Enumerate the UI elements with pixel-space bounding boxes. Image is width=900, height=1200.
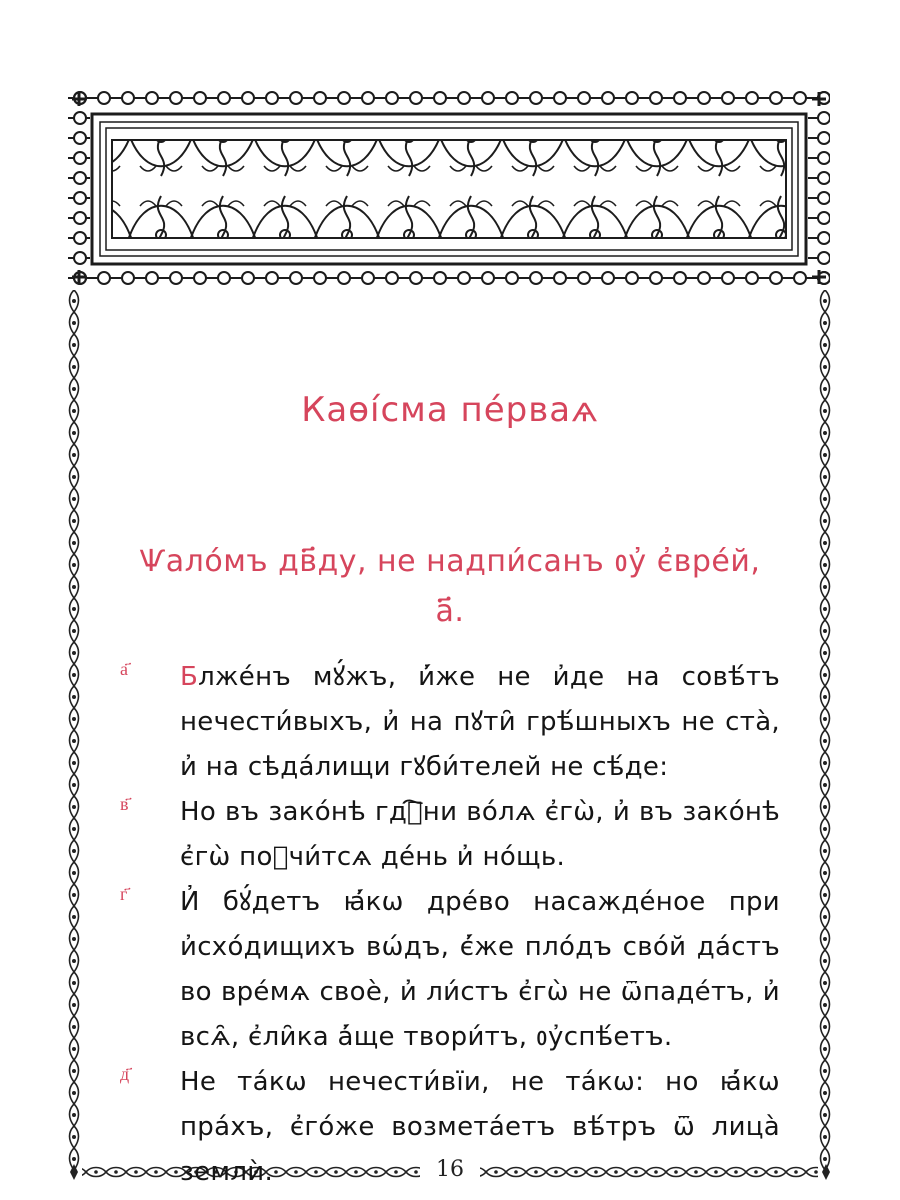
red-initial: Б — [180, 662, 199, 692]
verse-text: И҆ бꙋ́детъ ꙗ҆́кѡ дре́во насажде́ное при и҆схо́дищихъ вѡ́дъ, є҆́же пло́дъ сво́й да́стъ во вре́мѧ своѐ, и҆ ли́стъ є҆гѡ̀ не ѿпаде́тъ, и҆ всѧ̑, є҆ли̑ка а҆́ще твори́тъ, ᲂу҆спѣ́етъ. — [180, 887, 780, 1052]
psalm-heading-line-2: а҃. — [435, 594, 465, 629]
verse-text: лже́нъ мꙋ́жъ, и҆́же не и҆де на совѣ́тъ нечести́выхъ, и҆ на пꙋти̑ грѣ́шныхъ не ста̀, и҆ на сѣда́лищи гꙋби́телей не сѣ́де: — [180, 662, 780, 782]
verse-number: г҃ — [120, 884, 128, 905]
psalm-heading — [100, 537, 800, 637]
right-vine-border — [817, 290, 833, 1170]
psalm-verses — [120, 655, 780, 1195]
page-number: 16 — [420, 1157, 480, 1182]
kathisma-title: Каѳі́сма пе́рваѧ — [301, 390, 599, 430]
ornamental-header — [68, 88, 830, 288]
verse-number: д҃ — [120, 1064, 130, 1085]
verse-text: Не та́кѡ нечести́вїи, не та́кѡ: но ꙗ҆́кѡ пра́хъ, є҆го́же возмета́етъ вѣ́тръ ѿ лица̀ землѝ. — [180, 1067, 780, 1187]
left-vine-border — [66, 290, 82, 1170]
verse-number: в҃ — [120, 794, 129, 815]
psalm-heading-line-1: Ѱало́мъ дв҃ду, не надпи́санъ ᲂу҆ є҆вре́й, — [139, 544, 761, 579]
verse — [120, 655, 780, 790]
verse-text: Но въ зако́нѣ гдⷭ҇ни во́лѧ є҆гѡ̀, и҆ въ зако́нѣ є҆гѡ̀ поꙋчи́тсѧ де́нь и҆ но́щь. — [180, 797, 780, 872]
verse — [120, 790, 780, 880]
verse-number: а҃ — [120, 659, 128, 680]
verse — [120, 1060, 780, 1195]
verse — [120, 880, 780, 1060]
